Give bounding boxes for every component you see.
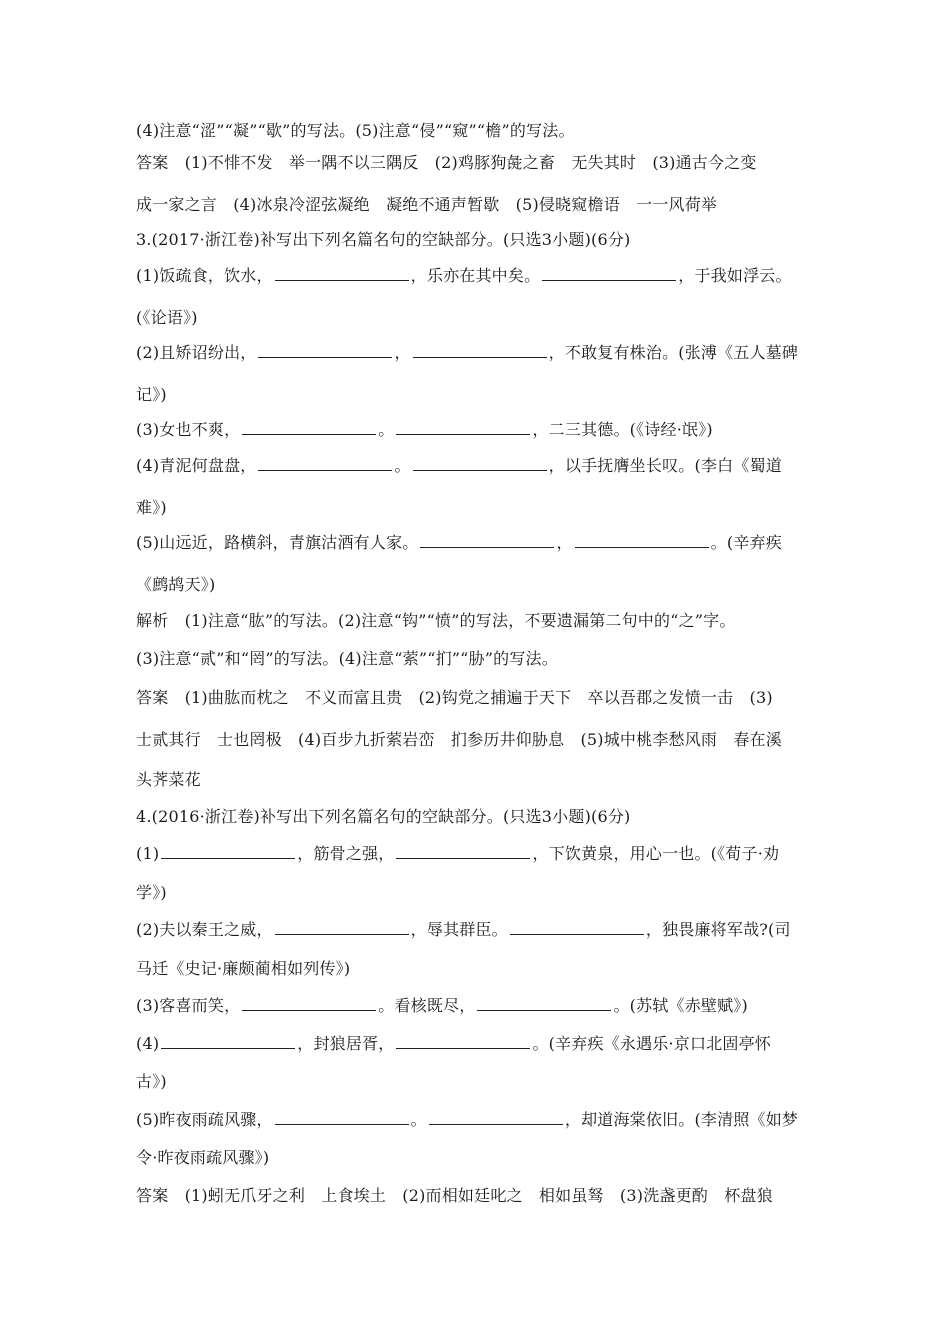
text-line: (《论语》) xyxy=(136,308,198,327)
text-line xyxy=(136,1109,798,1131)
fill-in-blank xyxy=(275,920,409,935)
text-line: 士贰其行 士也罔极 (4)百步九折萦岩峦 扪参历井仰胁息 (5)城中桃李愁风雨 春在溪 xyxy=(136,730,782,749)
fill-in-blank xyxy=(161,1034,295,1049)
line-segment: 。看核既尽， xyxy=(378,996,476,1015)
text-line xyxy=(136,342,798,364)
line-segment: ，于我如浮云。 xyxy=(678,266,792,285)
text-line: (4)注意“涩”“凝”“歇”的写法。(5)注意“侵”“窥”“檐”的写法。 xyxy=(136,121,575,140)
line-segment: ，独畏廉将军哉?(司 xyxy=(645,920,791,939)
fill-in-blank xyxy=(413,456,547,471)
line-segment: ，却道海棠依旧。(李清照《如梦 xyxy=(564,1110,799,1129)
line-segment: (1) xyxy=(136,844,160,863)
fill-in-blank xyxy=(575,533,709,548)
fill-in-blank xyxy=(420,533,554,548)
fill-in-blank xyxy=(510,920,644,935)
line-segment: (2)且矫诏纷出， xyxy=(136,343,257,362)
text-line xyxy=(136,265,792,287)
text-line: 答案 (1)曲肱而枕之 不义而富且贵 (2)钩党之捕遍于天下 卒以吾郡之发愤一击 (3) xyxy=(136,688,773,707)
fill-in-blank xyxy=(429,1110,563,1125)
text-line xyxy=(136,843,779,865)
text-line xyxy=(136,919,791,941)
line-segment: (4) xyxy=(136,1034,160,1053)
line-segment: 。 xyxy=(410,1110,427,1129)
fill-in-blank xyxy=(258,343,392,358)
text-line xyxy=(136,455,782,477)
text-line xyxy=(136,995,748,1017)
fill-in-blank xyxy=(275,1110,409,1125)
text-line: 答案 (1)不悱不发 举一隅不以三隅反 (2)鸡豚狗彘之畜 无失其时 (3)通古今之变 xyxy=(136,153,757,172)
line-segment: ，乐亦在其中矣。 xyxy=(410,266,541,285)
text-line: 令·昨夜雨疏风骤》) xyxy=(136,1148,270,1167)
text-line xyxy=(136,532,782,554)
fill-in-blank xyxy=(275,266,409,281)
text-line: 4.(2016·浙江卷)补写出下列名篇名句的空缺部分。(只选3小题)(6分) xyxy=(136,807,631,826)
text-line: 答案 (1)蚓无爪牙之利 上食埃土 (2)而相如廷叱之 相如虽驽 (3)洗盏更酌 杯盘狼 xyxy=(136,1186,773,1205)
fill-in-blank xyxy=(161,844,295,859)
fill-in-blank xyxy=(477,996,611,1011)
line-segment: ，下饮黄泉，用心一也。(《荀子·劝 xyxy=(532,844,780,863)
fill-in-blank xyxy=(242,996,376,1011)
line-segment: 。(辛弃疾《永遇乐·京口北固亭怀 xyxy=(532,1034,771,1053)
text-line: (3)注意“贰”和“罔”的写法。(4)注意“萦”“扪”“胁”的写法。 xyxy=(136,649,558,668)
line-segment: (1)饭疏食，饮水， xyxy=(136,266,273,285)
fill-in-blank xyxy=(396,1034,530,1049)
text-line: 解析 (1)注意“肱”的写法。(2)注意“钩”“愤”的写法，不要遗漏第二句中的“之”字。 xyxy=(136,611,736,630)
line-segment: ， xyxy=(394,343,411,362)
text-line: 记》) xyxy=(136,385,167,404)
text-line: 3.(2017·浙江卷)补写出下列名篇名句的空缺部分。(只选3小题)(6分) xyxy=(136,230,631,249)
fill-in-blank xyxy=(396,844,530,859)
line-segment: 。 xyxy=(394,456,411,475)
text-line xyxy=(136,1033,771,1055)
line-segment: 。(苏轼《赤壁赋》) xyxy=(613,996,748,1015)
fill-in-blank xyxy=(258,456,392,471)
line-segment: (5)昨夜雨疏风骤， xyxy=(136,1110,273,1129)
line-segment: ，以手抚膺坐长叹。(李白《蜀道 xyxy=(548,456,782,475)
line-segment: ，不敢复有株治。(张溥《五人墓碑 xyxy=(548,343,799,362)
line-segment: 。 xyxy=(378,420,395,439)
line-segment: ，辱其群臣。 xyxy=(410,920,508,939)
line-segment: (5)山远近，路横斜，青旗沽酒有人家。 xyxy=(136,533,419,552)
line-segment: 。(辛弃疾 xyxy=(710,533,782,552)
text-line: 《鹧鸪天》) xyxy=(136,575,216,594)
text-line: 难》) xyxy=(136,498,167,517)
line-segment: (2)夫以秦王之威， xyxy=(136,920,273,939)
text-line: 头荠菜花 xyxy=(136,770,201,789)
fill-in-blank xyxy=(542,266,676,281)
fill-in-blank xyxy=(413,343,547,358)
line-segment: ， xyxy=(556,533,573,552)
line-segment: (3)女也不爽， xyxy=(136,420,241,439)
line-segment: (3)客喜而笑， xyxy=(136,996,241,1015)
text-line: 古》) xyxy=(136,1072,167,1091)
line-segment: ，二三其德。(《诗经·氓》) xyxy=(532,420,713,439)
fill-in-blank xyxy=(396,420,530,435)
text-line: 学》) xyxy=(136,883,167,902)
text-line: 成一家之言 (4)冰泉冷涩弦凝绝 凝绝不通声暂歇 (5)侵晓窥檐语 一一风荷举 xyxy=(136,195,718,214)
line-segment: (4)青泥何盘盘， xyxy=(136,456,257,475)
line-segment: ，筋骨之强， xyxy=(297,844,395,863)
text-line: 马迁《史记·廉颇蔺相如列传》) xyxy=(136,959,351,978)
line-segment: ，封狼居胥， xyxy=(297,1034,395,1053)
fill-in-blank xyxy=(242,420,376,435)
text-line xyxy=(136,419,713,441)
